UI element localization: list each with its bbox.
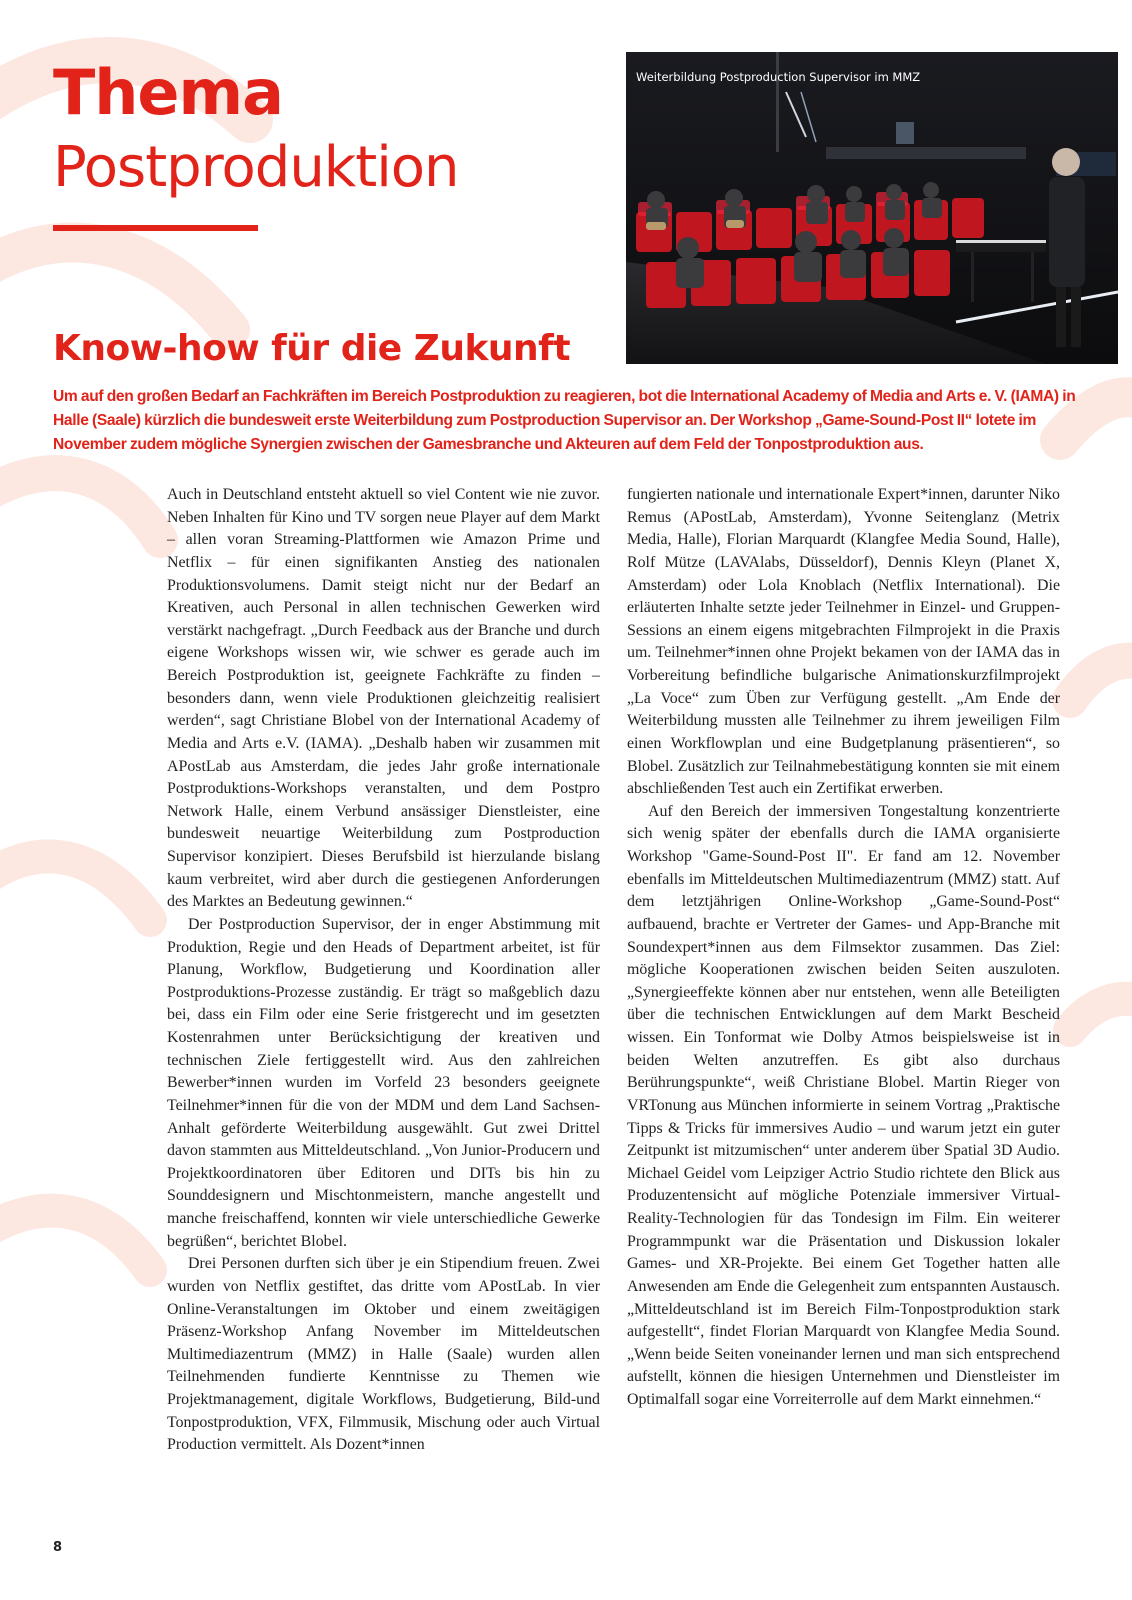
left-text-column <box>167 484 600 1457</box>
right-text-column <box>627 484 1060 1412</box>
article-lead: Um auf den großen Bedarf an Fachkräften im Bereich Postproduktion zu reagieren, bot die International Academy of Media and Arts e. V. (IAMA) in Halle (Saale) kürzlich die bundesweit erste Weiterbildung zum Postproduction Supervisor an. Der Workshop „Game-Sound-Post II“ lotete im November zudem mögliche Synergien zwischen der Gamesbranche und Akteuren auf dem Feld der Tonpostproduktion aus. <box>53 388 1076 453</box>
section-kicker-light: Postproduktion <box>53 135 459 200</box>
body-paragraph: Drei Personen durften sich über je ein Stipendium freuen. Zwei wurden von Netflix gestiftet, das dritte vom APostLab. In vier Online-Veranstaltungen im Oktober und einem zweitägigen Präsenz-Workshop Anfang November im Mitteldeutschen Multimediazentrum (MMZ) in Halle (Saale) wurden allen Teilnehmenden fundierte Kenntnisse zu Themen wie Projektmanagement, digitale Workflows, Budgetierung, Bild-und Tonpostproduktion, VFX, Filmmusik, Mischung oder auch Virtual Production vermittelt. Als Dozent*innen <box>167 1255 600 1454</box>
title-underline-rule <box>53 225 258 231</box>
article-headline: Know-how für die Zukunft <box>53 328 571 369</box>
page-number: 8 <box>53 1540 63 1555</box>
body-paragraph: Der Postproduction Supervisor, der in enger Abstimmung mit Produktion, Regie und den Heads of Department arbeitet, ist für Planung, Workflow, Budgetierung und Koordination aller Postproduktions-Prozesse zuständig. Er trägt so maßgeblich dazu bei, dass ein Film oder eine Serie fristgerecht und im gesetzten Kostenrahmen unter Berücksichtigung der kreativen und technischen Ziele fertiggestellt wird. Aus den zahlreichen Bewerber*innen wurden im Vorfeld 23 besonders geeignete Teilnehmer*innen für die von der MDM und dem Land Sachsen-Anhalt geförderte Weiterbildung ausgewählt. Gut zwei Drittel davon stammten aus Mitteldeutschland. „Von Junior-Producern und Projektkoordinatoren über Editoren und DITs bis hin zu Sounddesignern und Mischtonmeistern, manche angestellt und manche freischaffend, konnten wir viele unterschiedliche Gewerke begrüßen“, berichtet Blobel. <box>167 915 600 1250</box>
body-paragraph: Auch in Deutschland entsteht aktuell so viel Content wie nie zuvor. Neben Inhalten für Kino und TV sorgen neue Player auf dem Markt – allen voran Streaming-Plattformen wie Amazon Prime und Netflix – für einen signifikanten Anstieg des nationalen Produktionsvolumens. Damit steigt nicht nur der Bedarf an Kreativen, auch Personal in allen technischen Gewerken wird verstärkt nachgefragt. „Durch Feedback aus der Branche und durch eigene Workshops wissen wir, wie schwer es gerade auch im Bereich Postproduktion ist, geeignete Fachkräfte zu finden – besonders dann, wenn viele Produktionen gleichzeitig realisiert werden“, sagt Christiane Blobel von der International Academy of Media and Arts e.V. (IAMA). „Deshalb haben wir zusammen mit APostLab aus Amsterdam, die jedes Jahr große internationale Postproduktions-Workshops veranstalten, und dem Postpro Network Halle, einem Verbund ansässiger Dienstleister, eine bundesweit neuartige Weiterbildung zum Postproduction Supervisor konzipiert. Dieses Berufsbild ist hierzulande bislang kaum verbreitet, wird aber durch die gestiegenen Anforderungen des Marktes an Bedeutung gewinnen.“ <box>167 486 600 911</box>
workshop-photo <box>626 52 1118 364</box>
body-paragraph: Auf den Bereich der immersiven Tongestaltung konzentrierte sich wenig später der ebenfalls durch die IAMA organisierte Workshop "Game-Sound-Post II". Er fand am 12. November ebenfalls im Mitteldeutschen Multimediazentrum (MMZ) statt. Auf dem letztjährigen Online-Workshop „Game-Sound-Post“ aufbauend, brachte er Vertreter der Games- und App-Branche mit Soundexpert*innen aus dem Filmsektor zusammen. Das Ziel: mögliche Kooperationen zwischen beiden Seiten auszuloten. „Synergieeffekte können aber nur entstehen, wenn alle Beteiligten über die technischen Entwicklungen auf dem Markt Bescheid wissen. Ein Tonformat wie Dolby Atmos beispielsweise ist in beiden Welten anzutreffen. Es gibt also durchaus Berührungspunkte“, weiß Christiane Blobel. Martin Rieger von VRTonung aus München informierte in seinem Vortrag „Praktische Tipps & Tricks für immersives Audio – und warum jetzt ein guter Zeitpunkt ist mitzumischen“ unter anderem über Spatial 3D Audio. Michael Geidel vom Leipziger Actrio Studio richtete den Blick aus Produzentensicht auf mögliche Potenziale immersiver Virtual-Reality-Technologien für das Tondesign im Film. Ein weiterer Programmpunkt war die Präsentation und Diskussion lokaler Games- und XR-Projekte. Bei einem Get Together hatten alle Anwesenden am Ende die Gelegenheit zum entspannten Austausch. „Mitteldeutschland ist im Bereich Film-Tonpostproduktion stark aufgestellt“, findet Florian Marquardt von Klangfee Media Sound. „Wenn beide Seiten voneinander lernen und man sich entsprechend aufstellt, können die hiesigen Unternehmen und Dienstleister im Optimalfall sogar eine Vorreiterrolle auf dem Markt einnehmen.“ <box>627 802 1060 1408</box>
section-kicker-bold: Thema <box>53 56 283 129</box>
photo-caption: Weiterbildung Postproduction Supervisor im MMZ <box>636 70 921 84</box>
body-paragraph: fungierten nationale und internationale Expert*innen, darunter Niko Remus (APostLab, Amsterdam), Yvonne Seitenglanz (Metrix Media, Halle), Florian Marquardt (Klangfee Media Sound, Halle), Rolf Mütze (LAVAlabs, Düsseldorf), Dennis Kleyn (Planet X, Amsterdam) oder Lola Knoblach (Netflix International). Die erläuterten Inhalte setzte jeder Teilnehmer in Einzel- und Gruppen-Sessions an einem eigens mitgebrachten Filmprojekt in die Praxis um. Teilnehmer*innen ohne Projekt bekamen von der IAMA das in Vorbereitung befindliche bulgarische Animationskurzfilmprojekt „La Voce“ zum Üben zur Verfügung gestellt. „Am Ende der Weiterbildung mussten alle Teilnehmer zu ihrem jeweiligen Film einen Workflowplan und eine Budgetplanung präsentieren“, so Blobel. Zusätzlich zur Teilnahmebestätigung konnten sie mit einem abschließenden Test auch ein Zertifikat erwerben. <box>627 486 1060 798</box>
cinema-audience-photo-illustration <box>626 52 1118 364</box>
